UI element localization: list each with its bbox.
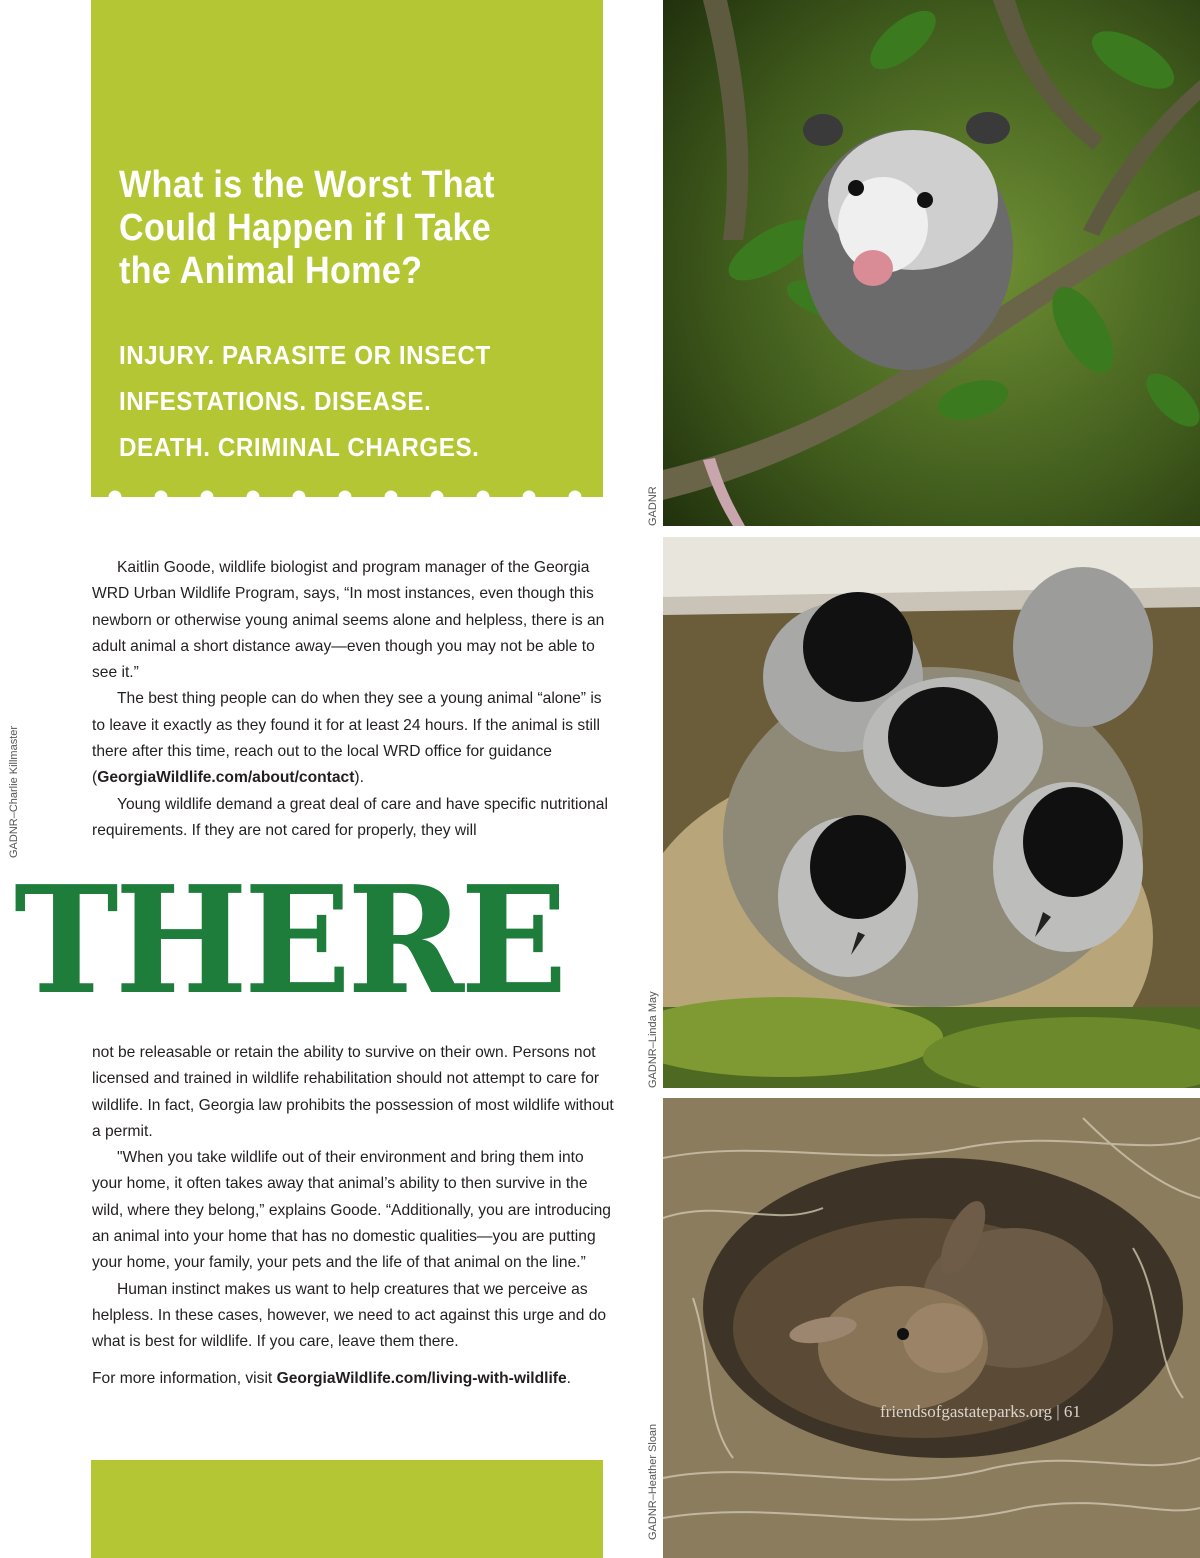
chickadee-nestlings-photo — [663, 537, 1200, 1088]
bottom-green-block — [91, 1460, 603, 1558]
callout-subtitle — [119, 332, 565, 470]
photo-credit-3: GADNR–Heather Sloan — [647, 1423, 659, 1540]
callout-subtitle-line: INJURY. PARASITE OR INSECT — [119, 340, 491, 370]
baby-rabbits-photo — [663, 1098, 1200, 1558]
article-paragraph: The best thing people can do when they see a young animal “alone” is to leave it exactly as they found it for at least 24 hours. If the animal is still there after this time, reach out to the local WRD office for guidance (GeorgiaWildlife.com/about/contact). — [92, 690, 602, 787]
article-paragraph: Human instinct makes us want to help creatures that we perceive as helpless. In these cases, however, we need to act against this urge and do what is best for wildlife. If you care, leave them there. — [92, 1280, 607, 1351]
callout-box — [91, 0, 603, 497]
more-info-line: For more information, visit GeorgiaWildlife.com/living-with-wildlife. — [92, 1369, 572, 1387]
photo-credit-1: GADNR — [647, 486, 659, 526]
perforated-edge-top — [91, 488, 603, 506]
footer-site: friendsofgastateparks.org — [880, 1402, 1052, 1421]
footer-separator: | — [1056, 1402, 1060, 1421]
page-footer — [880, 1402, 1081, 1422]
callout-subtitle-line: DEATH. CRIMINAL CHARGES. — [119, 432, 480, 462]
article-paragraph: "When you take wildlife out of their environment and bring them into your home, it often takes away that animal’s ability to then survive in the wild, where they belong,” explains Goode. “Additionally, you are introducing an animal into your home that has no domestic qualities—you are putting your home, your family, your pets and the life of that animal on the line.” — [92, 1149, 611, 1272]
article-column-top — [92, 555, 617, 844]
article-paragraph: Kaitlin Goode, wildlife biologist and program manager of the Georgia WRD Urban Wildlife Program, says, “In most instances, even though this newborn or otherwise young animal seems alone and helpless, there is an adult animal a short distance away—even though you may not be able to see it.” — [92, 559, 605, 682]
photo-credit-left: GADNR–Charlie Killmaster — [8, 725, 20, 858]
callout-subtitle-line: INFESTATIONS. DISEASE. — [119, 386, 432, 416]
article-column-bottom — [92, 1040, 617, 1392]
photo-credit-2: GADNR–Linda May — [647, 991, 659, 1088]
page-number: 61 — [1063, 1402, 1081, 1421]
contact-link[interactable]: GeorgiaWildlife.com/about/contact — [97, 769, 355, 787]
article-paragraph: not be releasable or retain the ability to survive on their own. Persons not licensed and trained in wildlife rehabilitation should not attempt to care for wildlife. In fact, Georgia law prohibits the possession of most wildlife without a permit. — [92, 1044, 614, 1140]
opossum-photo — [663, 0, 1200, 526]
living-with-wildlife-link[interactable]: GeorgiaWildlife.com/living-with-wildlife — [276, 1369, 567, 1387]
article-paragraph: Young wildlife demand a great deal of care and have specific nutritional requirements. If they are not cared for properly, they will — [92, 795, 608, 839]
display-headline: THERE — [14, 853, 564, 1027]
callout-title: What is the Worst That Could Happen if I Take the Animal Home? — [119, 164, 495, 292]
